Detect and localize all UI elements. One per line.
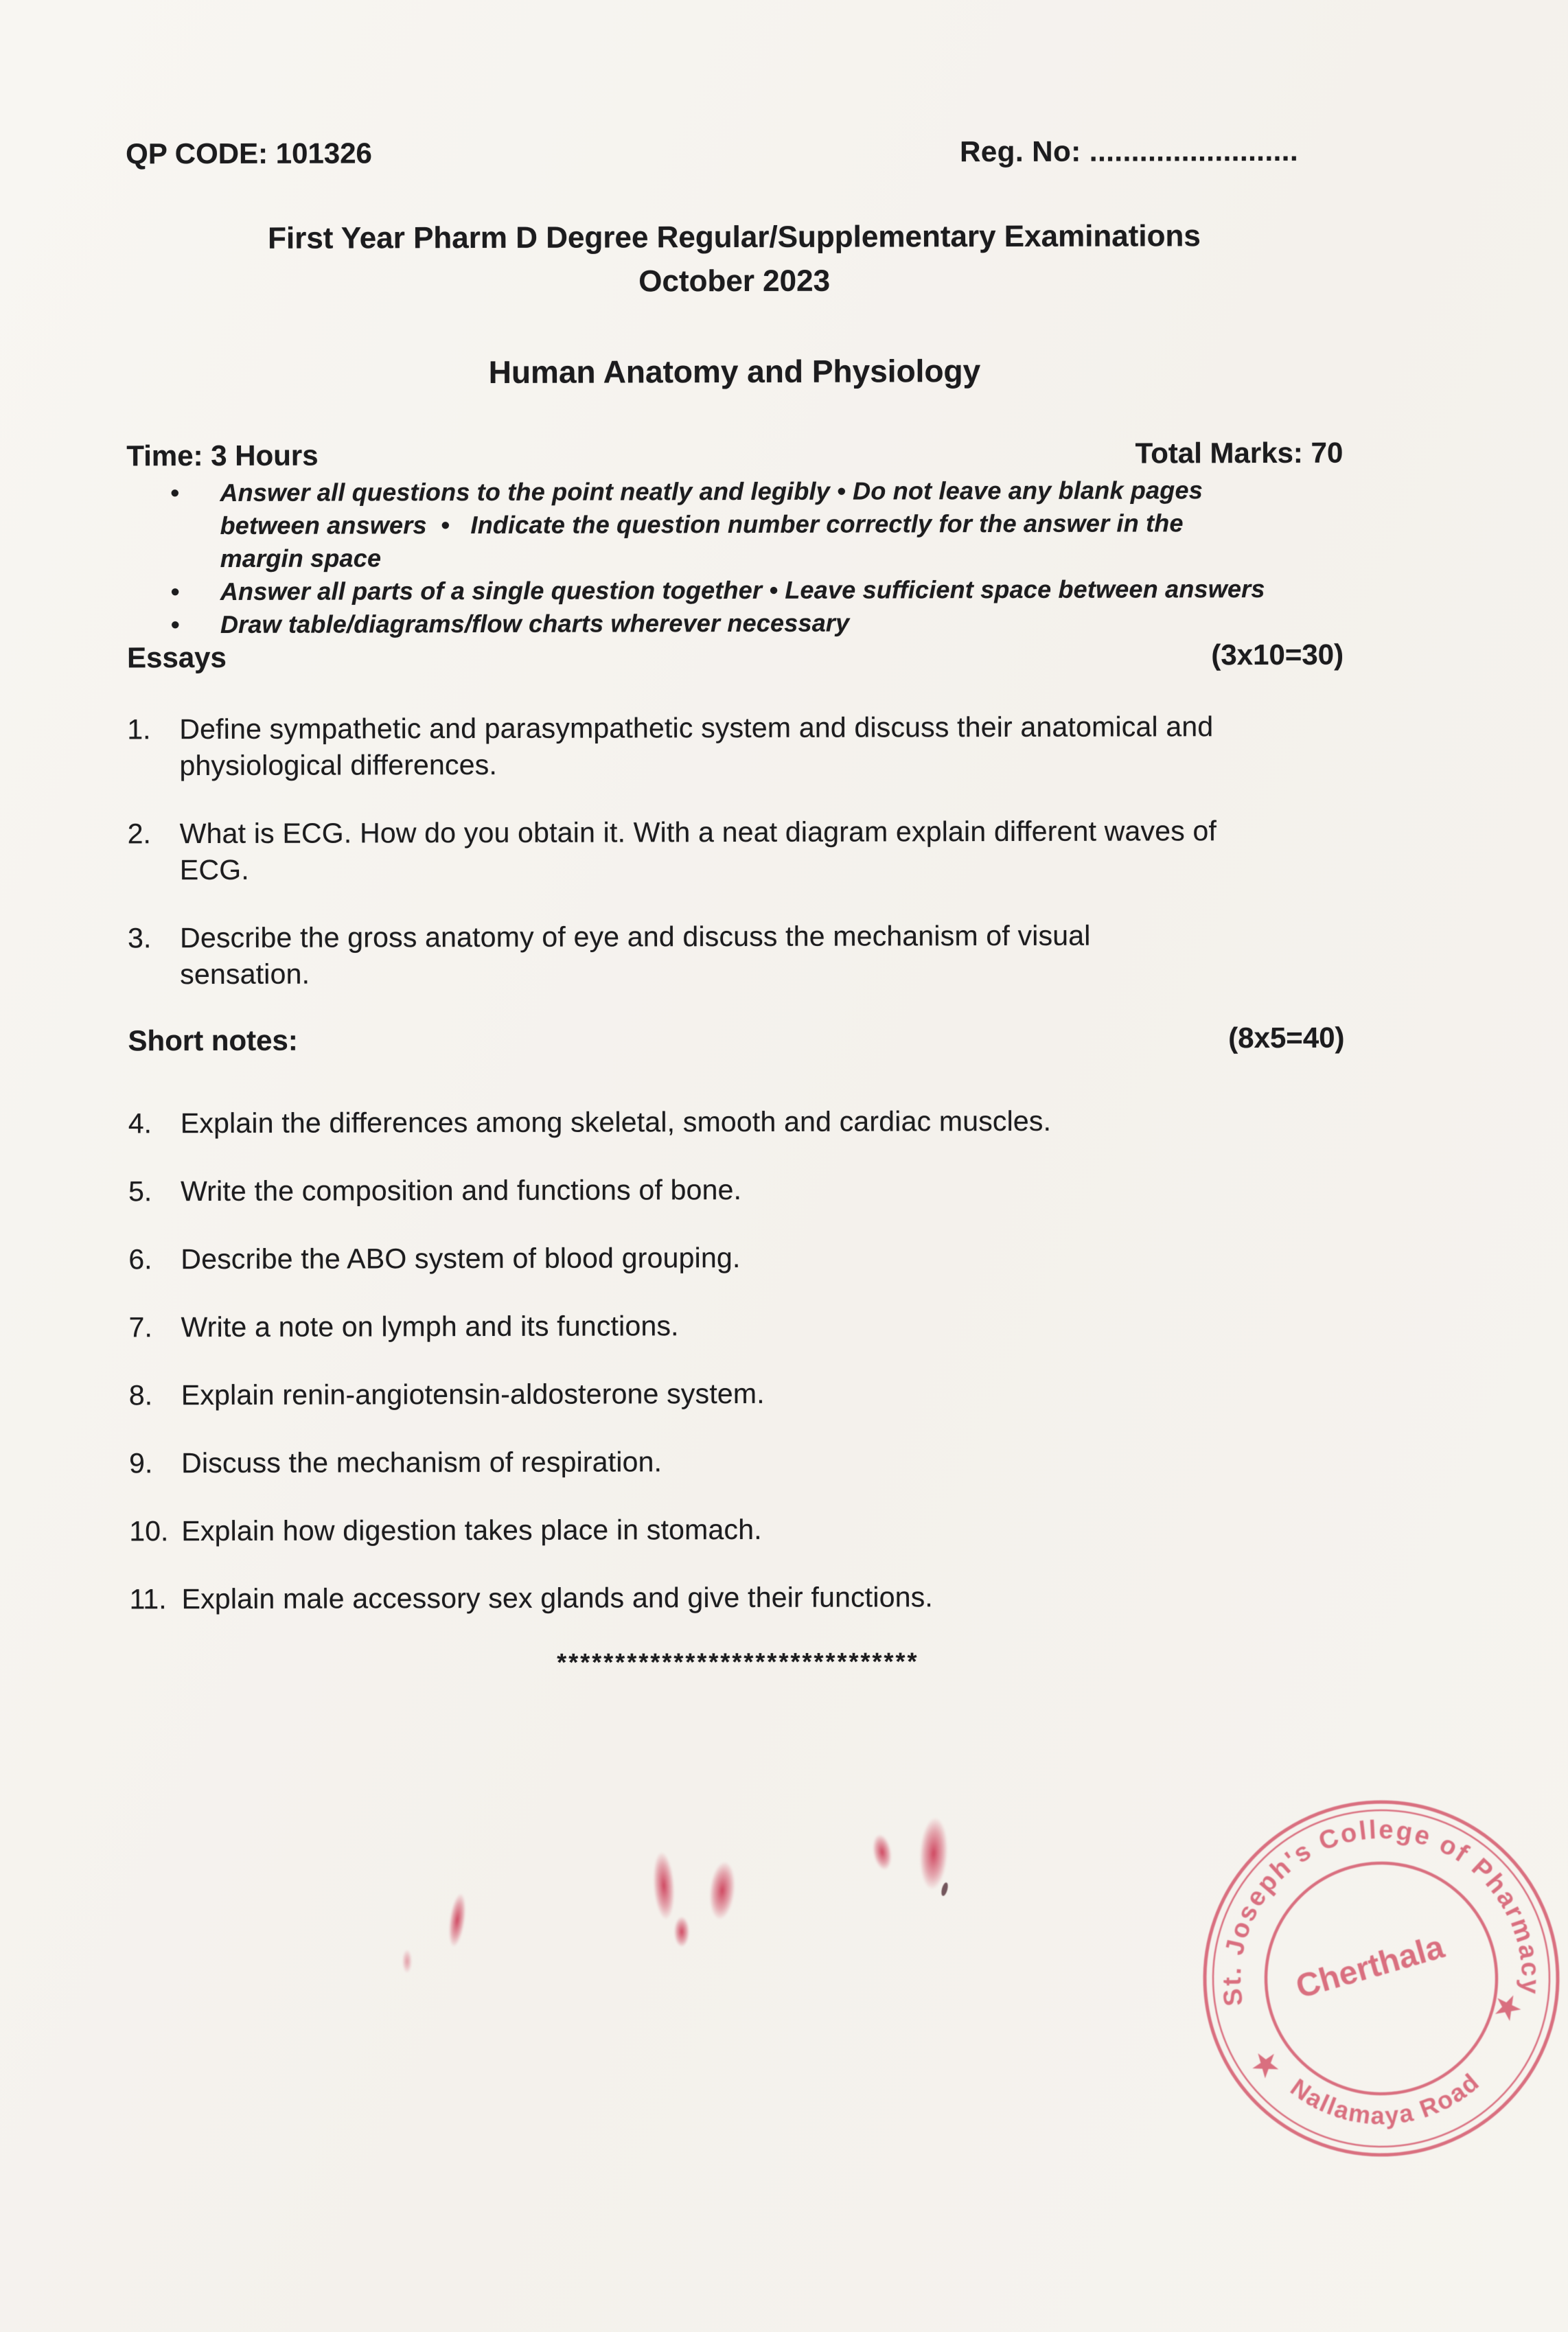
section-marks: (8x5=40) xyxy=(1228,1021,1345,1054)
question-number: 3. xyxy=(128,922,152,954)
question-number: 11. xyxy=(129,1583,167,1615)
question-row xyxy=(128,1238,1345,1278)
bullet-icon: • xyxy=(170,610,180,639)
instruction-text: Draw table/diagrams/flow charts wherever necessary xyxy=(220,609,850,639)
question-number: 10. xyxy=(129,1515,169,1547)
stamp-arc-bottom-text: Nallamaya Road xyxy=(1285,2067,1486,2130)
question-text: Explain the differences among skeletal, smooth and cardiac muscles. xyxy=(180,1105,1052,1140)
question-row xyxy=(127,708,1344,785)
question-row xyxy=(130,1578,1346,1618)
question-number: 1. xyxy=(127,713,151,746)
question-number: 5. xyxy=(128,1175,152,1208)
question-row xyxy=(128,917,1344,993)
short-note-question-list xyxy=(128,1102,1346,1618)
question-row xyxy=(128,1170,1345,1210)
question-number: 7. xyxy=(128,1311,152,1343)
stamp-star-right-icon: ★ xyxy=(1488,1986,1527,2029)
exam-session: October 2023 xyxy=(638,264,831,299)
question-row xyxy=(129,1374,1346,1414)
instruction-text: Answer all parts of a single question together • Leave sufficient space between answers xyxy=(220,575,1265,606)
short-notes-section-heading xyxy=(128,1021,1344,1058)
essay-question-list xyxy=(127,708,1344,993)
instructions xyxy=(126,474,1344,642)
ink-smudge xyxy=(402,1950,412,1973)
stamp-star-left-icon: ★ xyxy=(1245,2042,1287,2086)
time-allowed: Time: 3 Hours xyxy=(126,439,319,472)
title-block xyxy=(126,214,1342,305)
question-text: Write the composition and functions of bone. xyxy=(181,1174,742,1208)
question-number: 2. xyxy=(127,818,151,850)
bullet-icon: • xyxy=(170,577,180,606)
question-row xyxy=(129,1510,1346,1550)
ink-smudge xyxy=(674,1917,689,1947)
question-text: Write a note on lymph and its functions. xyxy=(181,1310,679,1343)
question-number: 6. xyxy=(128,1243,152,1275)
ink-smudge xyxy=(652,1851,677,1920)
ink-smudge xyxy=(871,1833,895,1871)
college-stamp xyxy=(1190,1787,1568,2171)
subject-title: Human Anatomy and Physiology xyxy=(488,353,981,391)
ink-smudge xyxy=(918,1817,949,1890)
ink-smudge xyxy=(446,1893,469,1948)
stamp-arc-top-text: St. Joseph's College of Pharmacy xyxy=(1217,1815,1545,2008)
instruction-item xyxy=(127,573,1344,609)
question-row xyxy=(129,1306,1346,1346)
question-number: 8. xyxy=(128,1379,153,1411)
ink-speck xyxy=(941,1882,949,1896)
instruction-item xyxy=(127,605,1344,642)
question-text: Describe the ABO system of blood grouping. xyxy=(181,1242,741,1275)
question-text: Discuss the mechanism of respiration. xyxy=(181,1446,662,1479)
question-text: What is ECG. How do you obtain it. With a neat diagram explain different waves of ECG. xyxy=(179,815,1217,886)
question-text: Explain how digestion takes place in stomach. xyxy=(181,1514,762,1547)
question-row xyxy=(128,1102,1345,1142)
essays-section-heading xyxy=(127,638,1344,675)
instruction-text: Answer all questions to the point neatly and legibly • Do not leave any blank pages between answers • Indicate the question number correctly for the answer in the margin space xyxy=(220,476,1203,573)
section-label: Short notes: xyxy=(128,1024,298,1057)
ink-smudge xyxy=(707,1860,738,1920)
question-text: Explain male accessory sex glands and give their functions. xyxy=(181,1581,934,1615)
reg-no: Reg. No: ......................... xyxy=(959,134,1299,168)
question-row xyxy=(129,1442,1346,1482)
exam-title: First Year Pharm D Degree Regular/Supplementary Examinations xyxy=(267,219,1201,255)
question-text: Describe the gross anatomy of eye and discuss the mechanism of visual sensation. xyxy=(180,920,1091,991)
question-number: 4. xyxy=(128,1107,152,1140)
bullet-icon: • xyxy=(170,478,180,507)
paper-content xyxy=(126,135,1346,1678)
end-of-paper-stars: ******************************* xyxy=(557,1647,919,1677)
qp-code: QP CODE: 101326 xyxy=(126,137,372,170)
meta-row xyxy=(126,437,1343,473)
question-row xyxy=(128,813,1344,889)
section-label: Essays xyxy=(126,641,227,674)
stamp-center-text: Cherthala xyxy=(1291,1928,1449,2006)
header-row xyxy=(126,135,1342,171)
total-marks: Total Marks: 70 xyxy=(1135,437,1344,470)
instruction-item xyxy=(126,474,1343,576)
question-text: Explain renin-angiotensin-aldosterone system. xyxy=(181,1378,765,1411)
question-text: Define sympathetic and parasympathetic system and discuss their anatomical and physiological differences. xyxy=(179,711,1214,782)
question-number: 9. xyxy=(129,1447,153,1479)
section-marks: (3x10=30) xyxy=(1211,638,1344,671)
